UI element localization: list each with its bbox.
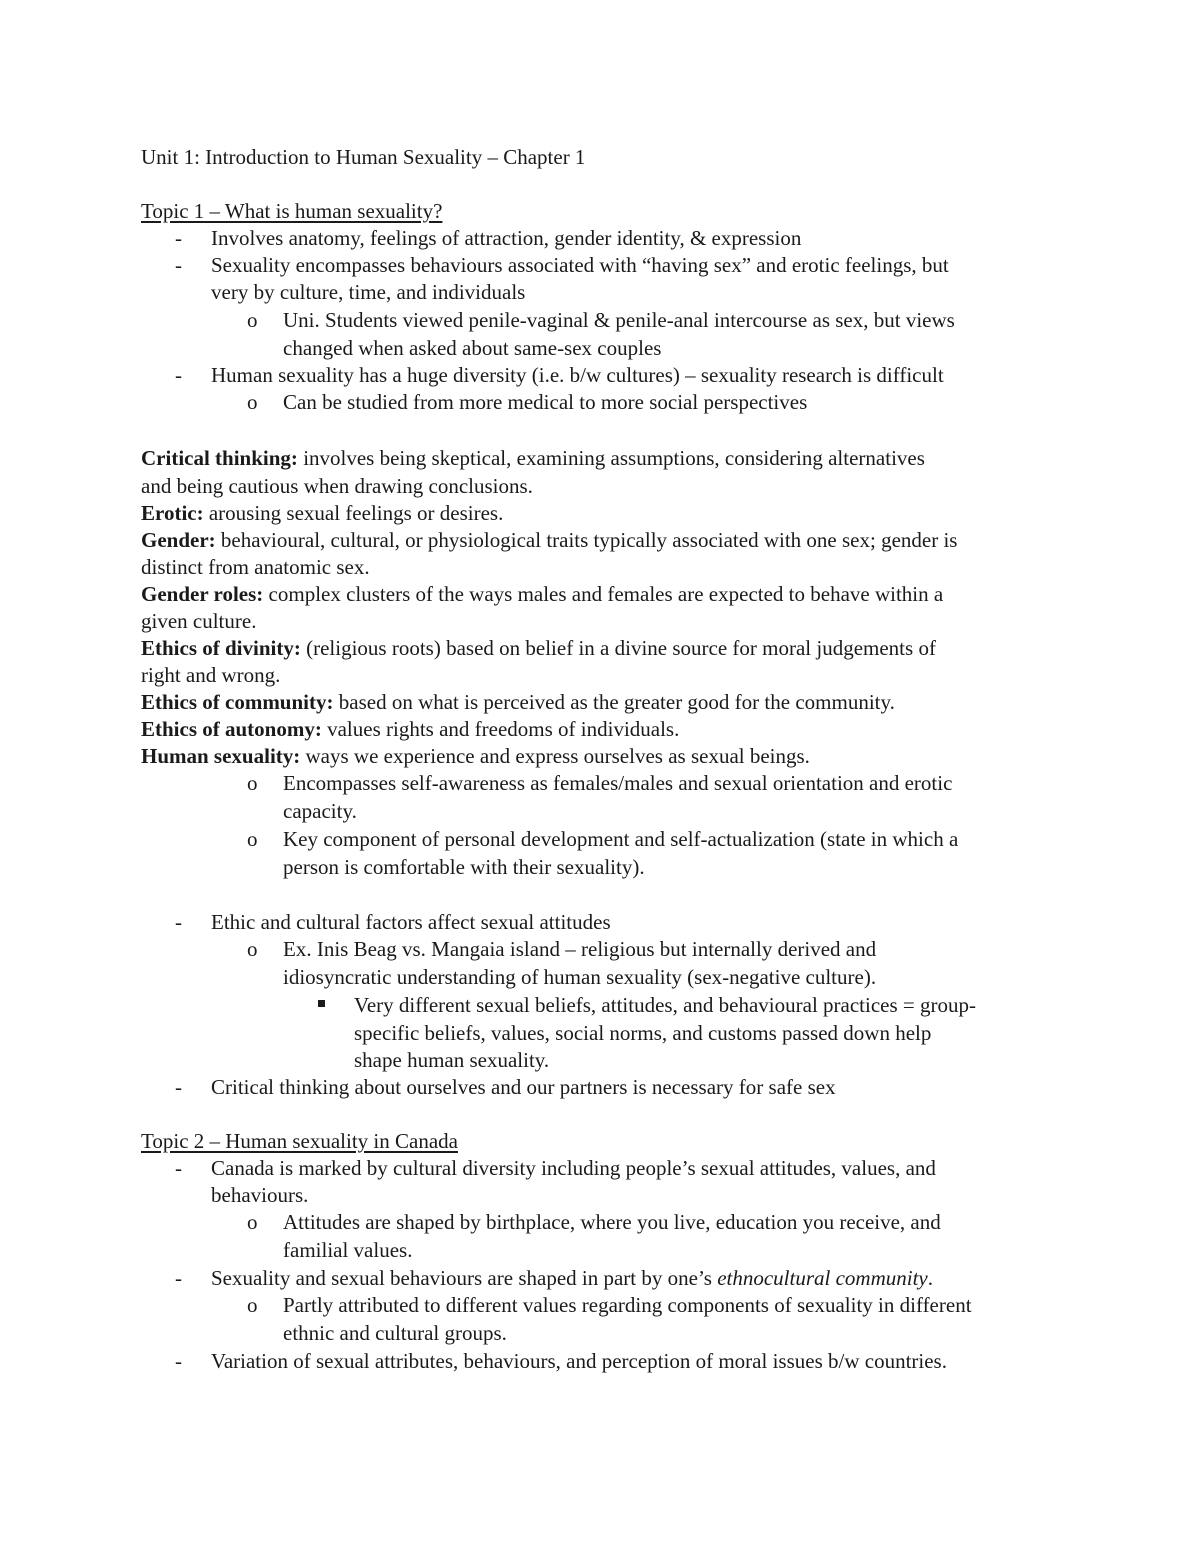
square-bullet — [318, 1000, 325, 1007]
definition-text: values rights and freedoms of individuals. — [321, 717, 680, 741]
dash-bullet: - — [175, 1349, 182, 1373]
circle-bullet: o — [247, 390, 258, 414]
circle-bullet: o — [247, 771, 258, 795]
term: Critical thinking: — [141, 446, 298, 470]
list-item-text-end: . — [927, 1266, 933, 1290]
definition-ethics-divinity — [141, 638, 936, 659]
sub-list-item-continuation: ethnic and cultural groups. — [283, 1321, 507, 1345]
circle-bullet: o — [247, 827, 258, 851]
definition-erotic — [141, 503, 503, 524]
dash-bullet: - — [175, 1266, 182, 1290]
circle-bullet: o — [247, 1210, 258, 1234]
circle-bullet: o — [247, 308, 258, 332]
emphasis-text: ethnocultural community — [717, 1266, 928, 1290]
definition-text: complex clusters of the ways males and females are expected to behave within a — [263, 582, 944, 606]
sub-sub-list-item: Very different sexual beliefs, attitudes, and behavioural practices = group- — [354, 993, 976, 1017]
sub-list-item-continuation: idiosyncratic understanding of human sexuality (sex-negative culture). — [283, 965, 877, 989]
term: Ethics of autonomy: — [141, 717, 322, 741]
definition-critical-thinking — [141, 448, 925, 469]
sub-list-item-continuation: changed when asked about same-sex couples — [283, 336, 662, 360]
sub-sub-list-item-continuation: shape human sexuality. — [354, 1048, 550, 1072]
list-item: Involves anatomy, feelings of attraction, gender identity, & expression — [211, 226, 802, 250]
sub-list-item: Encompasses self-awareness as females/males and sexual orientation and erotic — [283, 771, 953, 795]
dash-bullet: - — [175, 910, 182, 934]
document-title: Unit 1: Introduction to Human Sexuality – Chapter 1 — [141, 145, 586, 169]
list-item: Critical thinking about ourselves and our partners is necessary for safe sex — [211, 1075, 836, 1099]
definition-gender — [141, 530, 957, 551]
sub-list-item: Partly attributed to different values regarding components of sexuality in different — [283, 1293, 972, 1317]
topic-2-heading: Topic 2 – Human sexuality in Canada — [141, 1129, 458, 1153]
definition-text: arousing sexual feelings or desires. — [203, 501, 504, 525]
definition-gender-roles — [141, 584, 943, 605]
dash-bullet: - — [175, 253, 182, 277]
dash-bullet: - — [175, 1156, 182, 1180]
definition-continuation: right and wrong. — [141, 663, 281, 687]
term: Ethics of community: — [141, 690, 334, 714]
circle-bullet: o — [247, 937, 258, 961]
definition-continuation: and being cautious when drawing conclusions. — [141, 474, 533, 498]
term: Erotic: — [141, 501, 204, 525]
definition-text: (religious roots) based on belief in a divine source for moral judgements of — [300, 636, 936, 660]
definition-human-sexuality — [141, 746, 810, 767]
sub-sub-list-item-continuation: specific beliefs, values, social norms, and customs passed down help — [354, 1021, 932, 1045]
circle-bullet: o — [247, 1293, 258, 1317]
dash-bullet: - — [175, 1075, 182, 1099]
sub-list-item: Uni. Students viewed penile-vaginal & penile-anal intercourse as sex, but views — [283, 308, 955, 332]
sub-list-item: Can be studied from more medical to more social perspectives — [283, 390, 808, 414]
definition-text: based on what is perceived as the greater good for the community. — [333, 690, 895, 714]
list-item: Sexuality encompasses behaviours associated with “having sex” and erotic feelings, but — [211, 253, 949, 277]
definition-ethics-community — [141, 692, 895, 713]
definition-text: involves being skeptical, examining assumptions, considering alternatives — [297, 446, 925, 470]
list-item: Human sexuality has a huge diversity (i.e. b/w cultures) – sexuality research is difficult — [211, 363, 944, 387]
sub-list-item-continuation: familial values. — [283, 1238, 413, 1262]
list-item: Variation of sexual attributes, behaviours, and perception of moral issues b/w countries. — [211, 1349, 947, 1373]
list-item-continuation: very by culture, time, and individuals — [211, 280, 526, 304]
list-item: Canada is marked by cultural diversity including people’s sexual attitudes, values, and — [211, 1156, 936, 1180]
list-item: Ethic and cultural factors affect sexual attitudes — [211, 910, 611, 934]
definition-text: ways we experience and express ourselves as sexual beings. — [300, 744, 810, 768]
term: Human sexuality: — [141, 744, 301, 768]
sub-list-item-continuation: capacity. — [283, 799, 357, 823]
dash-bullet: - — [175, 226, 182, 250]
dash-bullet: - — [175, 363, 182, 387]
term: Gender: — [141, 528, 216, 552]
sub-list-item: Attitudes are shaped by birthplace, where you live, education you receive, and — [283, 1210, 941, 1234]
definition-text: behavioural, cultural, or physiological traits typically associated with one sex; gender is — [215, 528, 958, 552]
term: Gender roles: — [141, 582, 264, 606]
topic-1-heading: Topic 1 – What is human sexuality? — [141, 199, 443, 223]
definition-ethics-autonomy — [141, 719, 679, 740]
list-item-text: Sexuality and sexual behaviours are shaped in part by one’s — [211, 1266, 718, 1290]
sub-list-item: Ex. Inis Beag vs. Mangaia island – religious but internally derived and — [283, 937, 877, 961]
definition-continuation: distinct from anatomic sex. — [141, 555, 370, 579]
list-item-continuation: behaviours. — [211, 1183, 309, 1207]
definition-continuation: given culture. — [141, 609, 257, 633]
list-item — [211, 1268, 933, 1289]
sub-list-item-continuation: person is comfortable with their sexuality). — [283, 855, 645, 879]
term: Ethics of divinity: — [141, 636, 301, 660]
sub-list-item: Key component of personal development and self-actualization (state in which a — [283, 827, 959, 851]
